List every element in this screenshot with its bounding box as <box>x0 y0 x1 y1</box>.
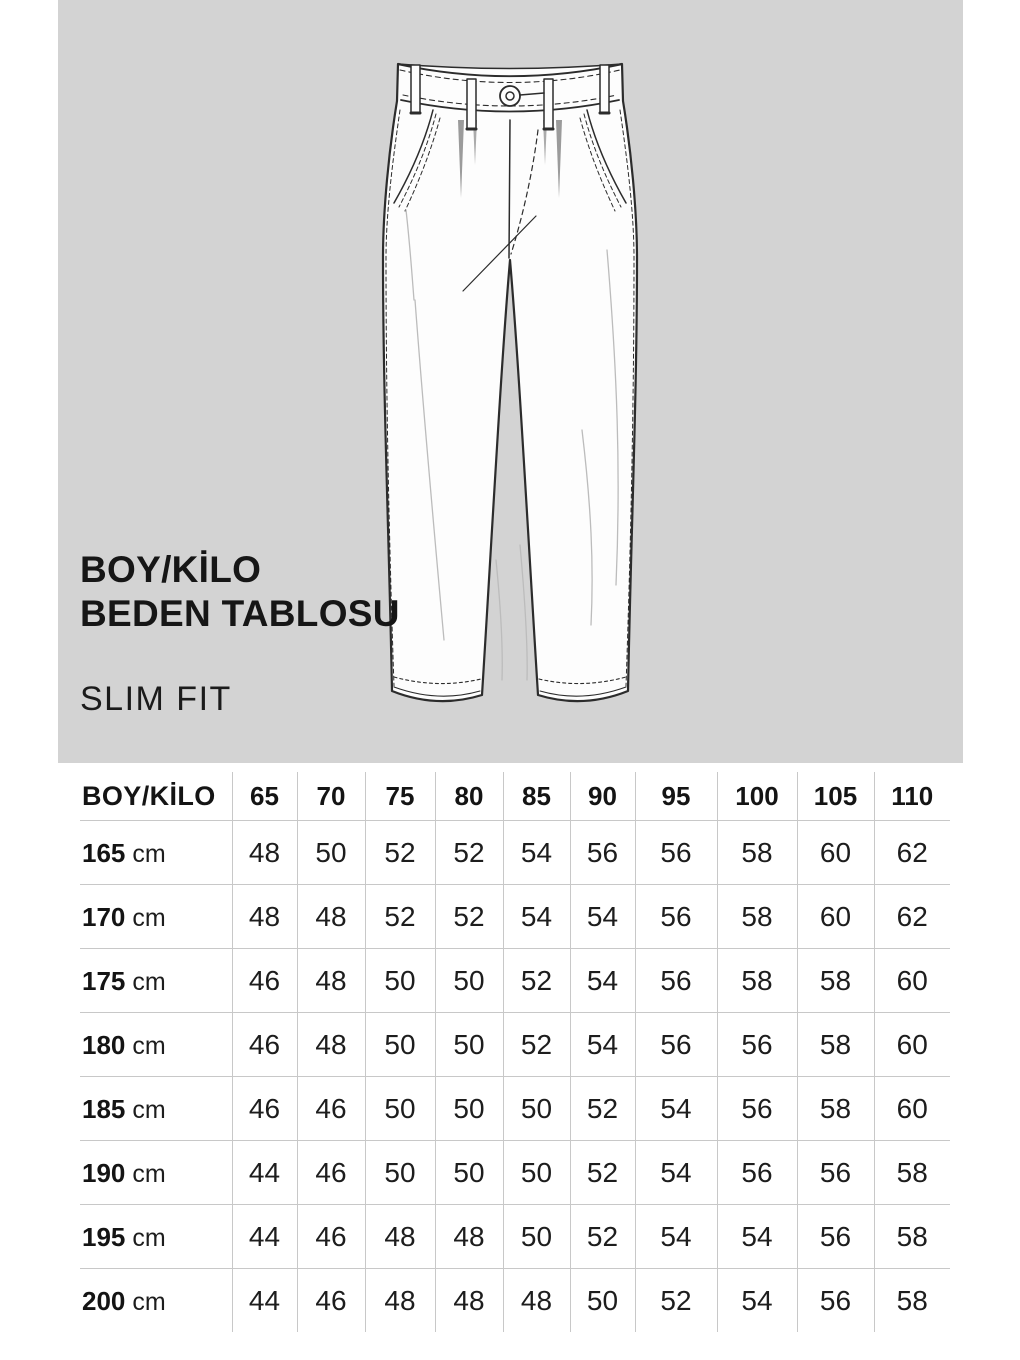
size-cell: 48 <box>365 1269 435 1333</box>
size-cell: 52 <box>503 949 570 1013</box>
size-cell: 46 <box>297 1269 365 1333</box>
size-cell: 58 <box>717 885 797 949</box>
size-cell: 48 <box>232 821 297 885</box>
size-cell: 44 <box>232 1205 297 1269</box>
size-cell: 56 <box>635 821 717 885</box>
size-cell: 48 <box>435 1269 503 1333</box>
size-cell: 56 <box>635 885 717 949</box>
height-label: 190 cm <box>80 1141 232 1205</box>
size-cell: 50 <box>435 949 503 1013</box>
size-cell: 50 <box>365 949 435 1013</box>
column-header-weight: 90 <box>570 772 635 821</box>
column-header-weight: 65 <box>232 772 297 821</box>
size-cell: 50 <box>365 1013 435 1077</box>
column-header-boy-kilo: BOY/KİLO <box>80 772 232 821</box>
table-row <box>80 1269 950 1333</box>
size-cell: 44 <box>232 1269 297 1333</box>
size-cell: 52 <box>435 885 503 949</box>
size-cell: 48 <box>297 1013 365 1077</box>
size-cell: 46 <box>232 949 297 1013</box>
size-cell: 52 <box>570 1205 635 1269</box>
size-cell: 54 <box>503 821 570 885</box>
size-cell: 46 <box>232 1077 297 1141</box>
size-cell: 50 <box>365 1141 435 1205</box>
hero-title-line1: BOY/KİLO <box>80 549 262 590</box>
table-row <box>80 1077 950 1141</box>
hero-title-line2: BEDEN TABLOSU <box>80 593 400 634</box>
size-cell: 60 <box>874 1013 950 1077</box>
table-row <box>80 1013 950 1077</box>
fly-center-line <box>509 120 510 258</box>
size-cell: 48 <box>503 1269 570 1333</box>
size-cell: 58 <box>874 1205 950 1269</box>
size-cell: 56 <box>717 1013 797 1077</box>
size-cell: 50 <box>503 1077 570 1141</box>
column-header-weight: 95 <box>635 772 717 821</box>
size-cell: 62 <box>874 821 950 885</box>
height-label: 180 cm <box>80 1013 232 1077</box>
size-cell: 54 <box>635 1077 717 1141</box>
size-cell: 50 <box>570 1269 635 1333</box>
column-header-weight: 110 <box>874 772 950 821</box>
size-cell: 54 <box>570 949 635 1013</box>
size-cell: 58 <box>874 1269 950 1333</box>
size-cell: 52 <box>435 821 503 885</box>
size-cell: 48 <box>435 1205 503 1269</box>
size-cell: 54 <box>635 1205 717 1269</box>
size-cell: 48 <box>297 949 365 1013</box>
size-cell: 58 <box>797 1077 874 1141</box>
size-cell: 52 <box>635 1269 717 1333</box>
size-cell: 56 <box>635 1013 717 1077</box>
size-cell: 56 <box>635 949 717 1013</box>
size-cell: 50 <box>503 1205 570 1269</box>
table-header-row <box>80 772 950 821</box>
pants-illustration <box>58 0 963 763</box>
height-label: 175 cm <box>80 949 232 1013</box>
size-cell: 60 <box>797 821 874 885</box>
size-cell: 50 <box>365 1077 435 1141</box>
button-icon <box>500 86 520 106</box>
height-label: 165 cm <box>80 821 232 885</box>
size-cell: 46 <box>297 1077 365 1141</box>
height-label: 195 cm <box>80 1205 232 1269</box>
size-cell: 44 <box>232 1141 297 1205</box>
height-label: 185 cm <box>80 1077 232 1141</box>
size-cell: 46 <box>232 1013 297 1077</box>
size-cell: 62 <box>874 885 950 949</box>
size-cell: 58 <box>717 949 797 1013</box>
size-cell: 46 <box>297 1141 365 1205</box>
size-cell: 54 <box>635 1141 717 1205</box>
size-cell: 50 <box>435 1141 503 1205</box>
size-cell: 50 <box>503 1141 570 1205</box>
column-header-weight: 80 <box>435 772 503 821</box>
size-cell: 50 <box>435 1077 503 1141</box>
size-cell: 56 <box>797 1205 874 1269</box>
table-row <box>80 885 950 949</box>
size-cell: 56 <box>570 821 635 885</box>
column-header-weight: 75 <box>365 772 435 821</box>
size-cell: 60 <box>874 949 950 1013</box>
size-cell: 48 <box>297 885 365 949</box>
size-cell: 50 <box>435 1013 503 1077</box>
size-table <box>80 772 950 1332</box>
size-cell: 56 <box>717 1141 797 1205</box>
fit-label: SLIM FIT <box>80 680 232 718</box>
size-cell: 54 <box>570 1013 635 1077</box>
size-cell: 54 <box>503 885 570 949</box>
size-cell: 58 <box>797 949 874 1013</box>
size-cell: 60 <box>874 1077 950 1141</box>
table-row <box>80 1205 950 1269</box>
hero-panel <box>58 0 963 763</box>
size-cell: 52 <box>365 821 435 885</box>
height-label: 170 cm <box>80 885 232 949</box>
size-cell: 58 <box>717 821 797 885</box>
size-cell: 56 <box>717 1077 797 1141</box>
size-cell: 56 <box>797 1141 874 1205</box>
column-header-weight: 85 <box>503 772 570 821</box>
size-cell: 52 <box>570 1077 635 1141</box>
column-header-weight: 105 <box>797 772 874 821</box>
size-cell: 58 <box>797 1013 874 1077</box>
column-header-weight: 70 <box>297 772 365 821</box>
size-cell: 54 <box>717 1269 797 1333</box>
table-row <box>80 949 950 1013</box>
height-label: 200 cm <box>82 1285 166 1316</box>
size-cell: 50 <box>297 821 365 885</box>
size-cell: 58 <box>874 1141 950 1205</box>
size-cell: 54 <box>717 1205 797 1269</box>
size-cell: 52 <box>503 1013 570 1077</box>
column-header-weight: 100 <box>717 772 797 821</box>
size-cell: 48 <box>232 885 297 949</box>
size-cell: 52 <box>365 885 435 949</box>
table-row <box>80 1141 950 1205</box>
size-cell: 56 <box>797 1269 874 1333</box>
size-cell: 60 <box>797 885 874 949</box>
hero-title <box>80 548 400 636</box>
table-row <box>80 821 950 885</box>
size-cell: 46 <box>297 1205 365 1269</box>
size-cell: 54 <box>570 885 635 949</box>
size-cell: 48 <box>365 1205 435 1269</box>
size-cell: 52 <box>570 1141 635 1205</box>
